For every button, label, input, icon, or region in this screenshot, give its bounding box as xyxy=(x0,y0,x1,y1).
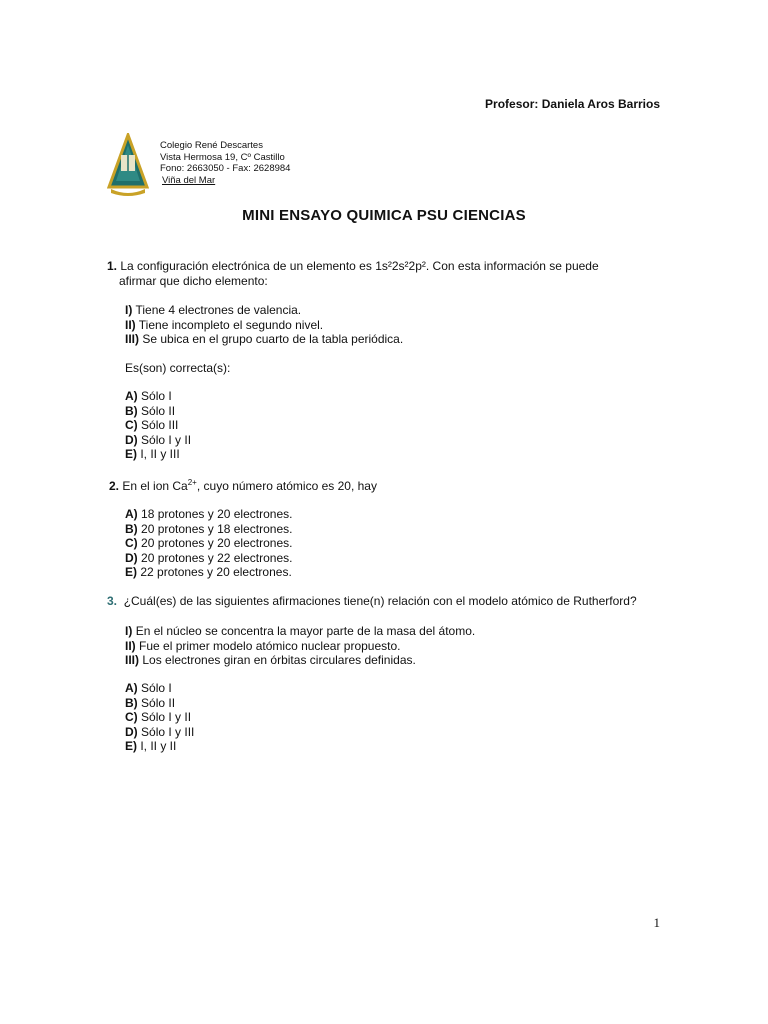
school-phone: Fono: 2663050 - Fax: 2628984 xyxy=(160,163,291,174)
q3-statements xyxy=(125,624,475,668)
q2-options xyxy=(125,507,292,580)
statement: III) Los electrones giran en órbitas circulares definidas. xyxy=(125,653,416,667)
question-text: ¿Cuál(es) de las siguientes afirmaciones tiene(n) relación con el modelo atómico de Rutherford? xyxy=(123,594,637,608)
school-logo xyxy=(107,133,149,197)
question-text-cont: afirmar que dicho elemento: xyxy=(119,273,268,288)
q3-options xyxy=(125,681,194,754)
option-c: C) 20 protones y 20 electrones. xyxy=(125,536,293,550)
option-b: B) Sólo II xyxy=(125,403,176,418)
question-1 xyxy=(107,259,599,288)
ion-charge: 2+ xyxy=(187,478,197,487)
question-text: La configuración electrónica de un elemento es 1s²2s²2p². Con esta información se puede xyxy=(120,259,599,273)
question-3 xyxy=(107,594,637,609)
option-b: B) Sólo II xyxy=(125,695,176,710)
question-number: 1. xyxy=(107,259,118,273)
option-d: D) 20 protones y 22 electrones. xyxy=(125,550,293,565)
option-e: E) I, II y II xyxy=(125,739,177,753)
option-a: A) 18 protones y 20 electrones. xyxy=(125,507,293,521)
option-a: A) Sólo I xyxy=(125,681,172,695)
question-2 xyxy=(109,479,377,494)
statement: II) Tiene incompleto el segundo nivel. xyxy=(125,317,324,332)
statement: I) Tiene 4 electrones de valencia. xyxy=(125,303,302,317)
question-number: 2. xyxy=(109,479,120,493)
option-d: D) Sólo I y III xyxy=(125,724,195,739)
question-text: En el ion Ca xyxy=(122,479,188,493)
question-text-end: , cuyo número atómico es 20, hay xyxy=(196,479,377,493)
school-address: Vista Hermosa 19, Cº Castillo xyxy=(160,151,285,163)
option-d: D) Sólo I y II xyxy=(125,432,192,447)
page-number: 1 xyxy=(653,915,660,930)
professor-name: Profesor: Daniela Aros Barrios xyxy=(485,97,660,111)
q1-statements xyxy=(125,303,403,347)
page-title: MINI ENSAYO QUIMICA PSU CIENCIAS xyxy=(242,207,526,224)
statement: I) En el núcleo se concentra la mayor parte de la masa del átomo. xyxy=(125,624,476,638)
option-c: C) Sólo I y II xyxy=(125,710,192,724)
option-c: C) Sólo III xyxy=(125,418,179,432)
q1-options xyxy=(125,389,191,462)
school-info xyxy=(160,140,290,186)
statement: III) Se ubica en el grupo cuarto de la tabla periódica. xyxy=(125,332,404,346)
question-number: 3. xyxy=(107,594,118,608)
option-a: A) Sólo I xyxy=(125,389,172,403)
school-city: Viña del Mar xyxy=(162,174,216,186)
option-e: E) I, II y III xyxy=(125,447,180,461)
school-name: Colegio René Descartes xyxy=(160,140,263,151)
statement: II) Fue el primer modelo atómico nuclear propuesto. xyxy=(125,638,401,653)
option-e: E) 22 protones y 20 electrones. xyxy=(125,565,292,579)
option-b: B) 20 protones y 18 electrones. xyxy=(125,521,293,536)
q1-prompt: Es(son) correcta(s): xyxy=(125,361,231,375)
